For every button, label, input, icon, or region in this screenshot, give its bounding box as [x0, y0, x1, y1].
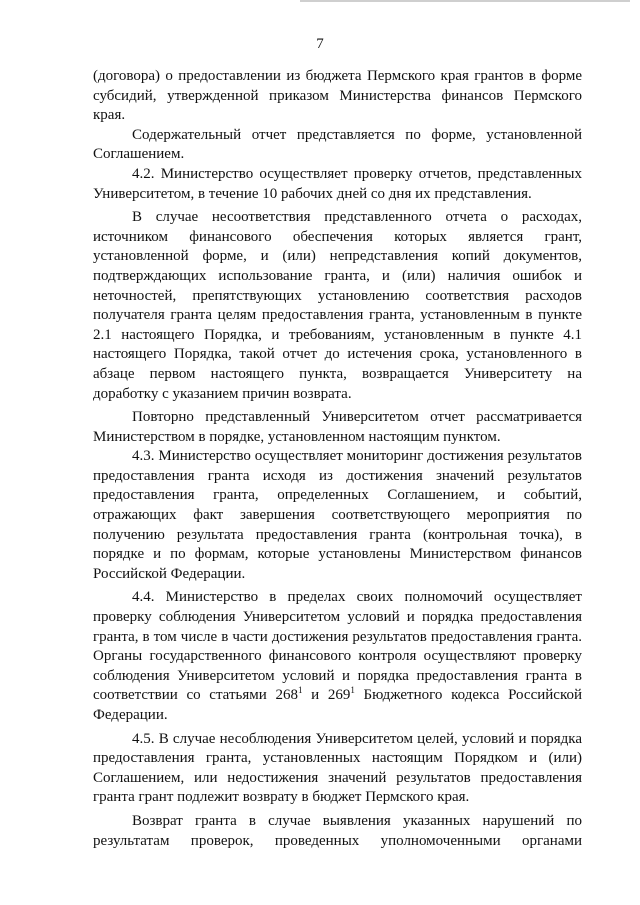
paragraph-4-5: 4.5. В случае несоблюдения Университетом целей, условий и порядка предоставления гранта, установленных настоящим Порядком и (или) Соглашением, или недостижения значений результатов предоставления гранта грант подлежит возврату в бюджет Пермского края.: [93, 730, 582, 806]
page-number: 7: [316, 36, 324, 52]
paragraph-4-4-text-middle: и 269: [302, 687, 351, 704]
document-body: [93, 67, 582, 851]
paragraph-resubmitted-report: Повторно представленный Университетом отчет рассматривается Министерством в порядке, установленном настоящим пунктом.: [93, 409, 582, 445]
paragraph-continuation: (договора) о предоставлении из бюджета Пермского края грантов в форме субсидий, утвержденной приказом Министерства финансов Пермского края.: [93, 68, 582, 124]
paragraph-4-4-text-before: 4.4. Министерство в пределах своих полномочий осуществляет проверку соблюдения Университетом условий и порядка предоставления гранта, в том числе в части достижения результатов предоставления гранта. Органы государственного финансового контроля осуществляют проверку соблюдения Университетом условий и порядка предоставления гранта в соответствии со статьями 268: [93, 589, 582, 704]
paragraph-4-4-text-after: Бюджетного кодекса Российской Федерации.: [93, 687, 583, 723]
paragraph-grant-return: Возврат гранта в случае выявления указанных нарушений по результатам проверок, проведенных уполномоченными органами: [93, 812, 582, 849]
paragraph-4-3: 4.3. Министерство осуществляет мониторинг достижения результатов предоставления гранта исходя из достижения значений результатов предоставления гранта, определенных Соглашением, и событий, отражающих факт завершения соответствующего мероприятия по получению результата предоставления гранта (контрольная точка), в порядке и по формам, которые установлены Министерством финансов Российской Федерации.: [93, 448, 582, 582]
superscript-1: 1: [297, 685, 303, 696]
paragraph-report-form: Содержательный отчет представляется по форме, установленной Соглашением.: [93, 126, 582, 163]
paragraph-4-4: [93, 588, 582, 725]
paragraph-4-2: 4.2. Министерство осуществляет проверку отчетов, представленных Университетом, в течение 10 рабочих дней со дня их представления.: [93, 165, 582, 202]
scan-edge-line: [300, 0, 630, 2]
paragraph-report-mismatch: В случае несоответствия представленного отчета о расходах, источником финансового обеспечения которых является грант, установленной форме, и (или) непредставления копий документов, подтверждающих использование гранта, и (или) наличия ошибок и неточностей, препятствующих установлению соответствия расходов получателя гранта целям предоставления гранта, установленным в пункте 2.1 настоящего Порядка, и требованиям, установленным в пункте 4.1 настоящего Порядка, такой отчет до истечения срока, установленного в абзаце первом настоящего пункта, возвращается Университету на доработку с указанием причин возврата.: [93, 209, 582, 402]
superscript-2: 1: [350, 685, 355, 696]
